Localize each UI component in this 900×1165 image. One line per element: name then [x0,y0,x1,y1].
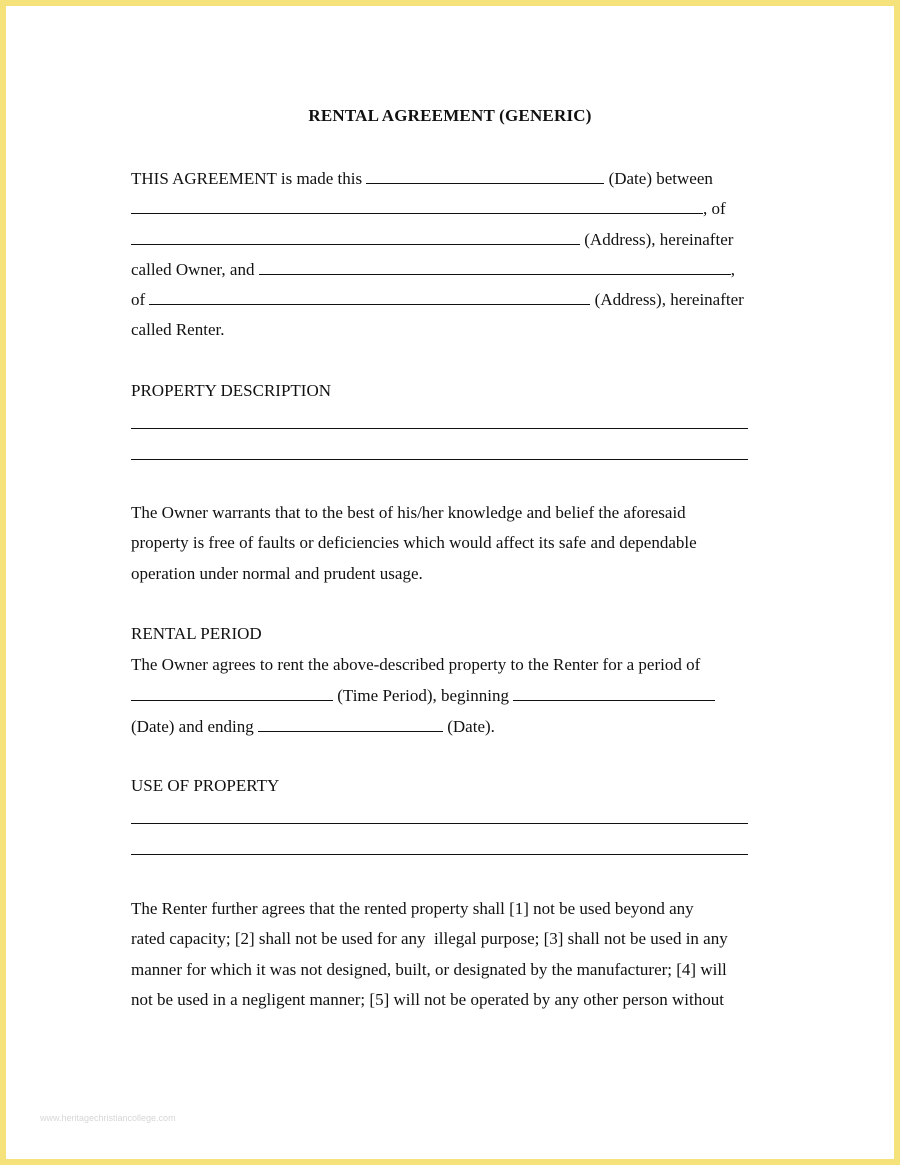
paragraph-line: The Owner agrees to rent the above-described property to the Renter for a period of [131,655,701,674]
time-period-blank[interactable] [131,685,333,701]
section-heading-property: PROPERTY DESCRIPTION [131,381,332,400]
intro-line-5 [131,289,744,310]
intro-line-2 [131,198,726,219]
period-line-3 [131,716,495,737]
end-date-blank[interactable] [258,716,443,732]
intro-text: (Address), hereinafter [584,230,734,249]
section-heading-rental-period: RENTAL PERIOD [131,624,262,643]
intro-text: of [131,290,146,309]
date-blank[interactable] [366,168,604,184]
intro-line-6: called Renter. [131,320,225,339]
intro-text: , of [703,199,726,218]
paragraph-line: not be used in a negligent manner; [5] will not be operated by any other person without [131,990,724,1009]
paragraph-line: rated capacity; [2] shall not be used for any illegal purpose; [3] shall not be used in any [131,929,728,948]
start-date-blank[interactable] [513,685,715,701]
intro-text: called Owner, and [131,260,255,279]
owner-address-blank[interactable] [131,229,580,245]
period-text: (Time Period), beginning [337,686,509,705]
intro-line-4 [131,259,735,280]
paragraph-line: The Renter further agrees that the rented property shall [1] not be used beyond any [131,899,694,918]
watermark: www.heritagechristiancollege.com [40,1113,176,1123]
intro-text: (Date) between [608,169,713,188]
paragraph-line: The Owner warrants that to the best of his/her knowledge and belief the aforesaid [131,503,686,522]
page-title: RENTAL AGREEMENT (GENERIC) [308,106,592,125]
paragraph-line: manner for which it was not designed, built, or designated by the manufacturer; [4] will [131,960,727,979]
intro-text: (Address), hereinafter [594,290,744,309]
use-description-line[interactable] [131,854,748,855]
renter-address-blank[interactable] [149,289,590,305]
intro-text: THIS AGREEMENT is made this [131,169,363,188]
owner-name-blank[interactable] [131,198,703,214]
use-description-line[interactable] [131,823,748,824]
section-heading-use-of-property: USE OF PROPERTY [131,776,280,795]
intro-line-1 [131,168,713,189]
property-description-line[interactable] [131,459,748,460]
paragraph-line: operation under normal and prudent usage. [131,564,423,583]
property-description-line[interactable] [131,428,748,429]
period-text: (Date) and ending [131,717,254,736]
renter-name-blank[interactable] [259,259,731,275]
period-line-2 [131,685,715,706]
paragraph-line: property is free of faults or deficiencies which would affect its safe and dependable [131,533,697,552]
period-text: (Date). [447,717,495,736]
intro-text: , [730,260,735,279]
intro-line-3 [131,229,733,250]
